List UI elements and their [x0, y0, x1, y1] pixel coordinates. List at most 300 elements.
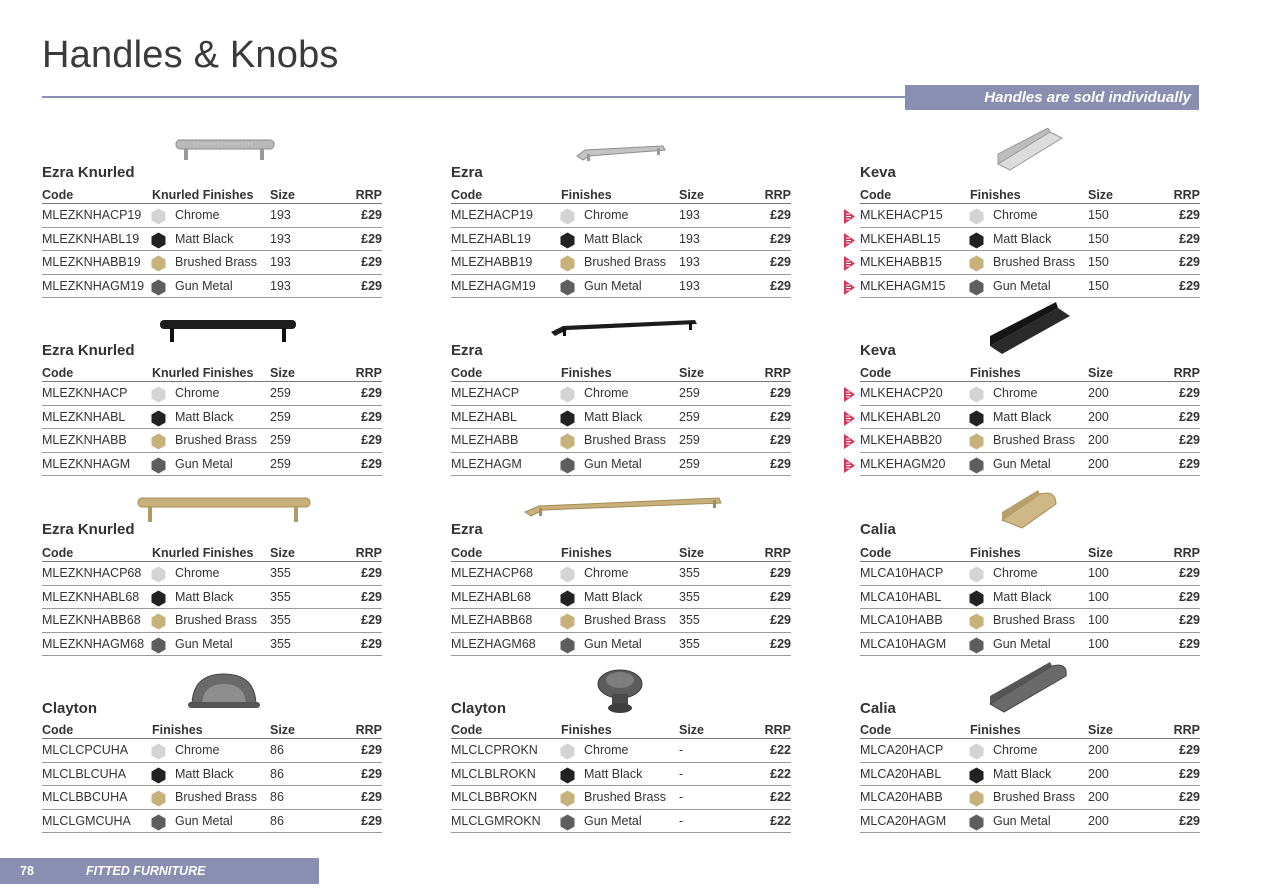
size-value: 355	[270, 589, 291, 604]
finishes-header: Knurled Finishes	[152, 188, 254, 202]
code-header: Code	[451, 188, 483, 202]
table-row	[42, 406, 382, 430]
product-code: MLEZKNHACP68	[42, 566, 142, 580]
code-header: Code	[42, 366, 74, 380]
rrp-value: £29	[361, 255, 382, 269]
rrp-value: £29	[361, 613, 382, 627]
table-row	[42, 739, 382, 763]
ezra-knurled-355-handle-image	[136, 494, 312, 524]
finish-swatch-icon	[968, 637, 985, 654]
table-row	[42, 810, 382, 834]
table-row	[451, 251, 791, 275]
product-code: MLKEHACP20	[860, 386, 943, 400]
table-row	[451, 275, 791, 299]
finish-swatch-icon	[968, 255, 985, 272]
size-value: 355	[270, 613, 291, 627]
product-code: MLEZKNHAGM68	[42, 636, 145, 651]
price-table	[42, 364, 382, 476]
finish-name: Gun Metal	[584, 456, 642, 471]
finish-name: Matt Black	[175, 589, 234, 604]
rrp-header: RRP	[355, 188, 382, 202]
finish-name: Matt Black	[175, 231, 234, 246]
product-code: MLCA20HABL	[860, 766, 942, 781]
product-code: MLEZHABL	[451, 409, 517, 424]
rrp-value: £29	[361, 409, 382, 424]
size-value: 259	[679, 456, 700, 471]
finish-name: Matt Black	[584, 409, 643, 424]
product-code: MLKEHABB20	[860, 433, 942, 447]
rrp-value: £22	[770, 743, 791, 757]
finish-name: Chrome	[993, 208, 1038, 222]
finish-name: Gun Metal	[584, 278, 642, 293]
rrp-header: RRP	[764, 188, 791, 202]
size-value: 100	[1088, 636, 1109, 651]
table-row	[860, 204, 1200, 228]
price-table	[42, 721, 382, 833]
product-code: MLEZKNHACP19	[42, 208, 142, 222]
size-value: 193	[679, 278, 700, 293]
finishes-header: Finishes	[970, 366, 1021, 380]
table-row	[860, 453, 1200, 477]
code-header: Code	[451, 723, 483, 737]
product-name: Ezra Knurled	[42, 164, 135, 181]
product-code: MLKEHABB15	[860, 255, 942, 269]
finish-name: Chrome	[175, 386, 220, 400]
new-product-marker-icon	[843, 433, 856, 450]
table-row	[451, 633, 791, 657]
table-row	[42, 429, 382, 453]
clayton-round-knob-image	[595, 666, 645, 714]
code-header: Code	[42, 723, 74, 737]
ezra-knurled-193-handle-image	[174, 136, 276, 162]
table-row	[451, 429, 791, 453]
finish-swatch-icon	[150, 457, 167, 474]
product-code: MLCA10HABL	[860, 589, 942, 604]
product-code: MLKEHAGM15	[860, 278, 946, 293]
table-row	[860, 251, 1200, 275]
rrp-value: £29	[1179, 231, 1200, 246]
ezra-259-handle-image	[549, 316, 699, 340]
rrp-value: £29	[1179, 433, 1200, 447]
finish-name: Matt Black	[584, 231, 643, 246]
finish-name: Chrome	[584, 208, 629, 222]
rrp-value: £29	[770, 409, 791, 424]
finish-name: Gun Metal	[584, 813, 642, 828]
finishes-header: Finishes	[561, 366, 612, 380]
finish-swatch-icon	[150, 814, 167, 831]
table-row	[860, 633, 1200, 657]
rrp-value: £29	[361, 433, 382, 447]
rrp-value: £29	[361, 566, 382, 580]
table-row	[860, 810, 1200, 834]
finish-swatch-icon	[559, 613, 576, 630]
price-table	[451, 721, 791, 833]
size-value: 100	[1088, 589, 1109, 604]
finish-swatch-icon	[559, 208, 576, 225]
product-code: MLCA10HACP	[860, 566, 944, 580]
finish-swatch-icon	[150, 208, 167, 225]
table-row	[42, 562, 382, 586]
rrp-value: £29	[1179, 409, 1200, 424]
size-value: 200	[1088, 743, 1109, 757]
finish-name: Matt Black	[584, 589, 643, 604]
finish-name: Matt Black	[584, 766, 643, 781]
size-value: 150	[1088, 208, 1109, 222]
rrp-value: £29	[1179, 456, 1200, 471]
code-header: Code	[860, 366, 892, 380]
product-code: MLEZHABL19	[451, 231, 531, 246]
table-row	[451, 382, 791, 406]
finish-swatch-icon	[559, 767, 576, 784]
size-value: -	[679, 766, 684, 781]
product-code: MLCA10HAGM	[860, 636, 947, 651]
size-header: Size	[270, 188, 296, 202]
product-name: Ezra Knurled	[42, 342, 135, 359]
table-header	[860, 186, 1200, 204]
size-value: 100	[1088, 566, 1109, 580]
table-row	[451, 453, 791, 477]
finish-swatch-icon	[559, 743, 576, 760]
finish-name: Brushed Brass	[175, 790, 257, 804]
table-row	[451, 739, 791, 763]
table-row	[42, 609, 382, 633]
finish-swatch-icon	[150, 433, 167, 450]
ezra-355-handle-image	[523, 494, 723, 520]
price-table	[860, 364, 1200, 476]
size-value: 200	[1088, 433, 1109, 447]
rrp-value: £29	[770, 566, 791, 580]
product-name: Keva	[860, 342, 896, 359]
finish-name: Gun Metal	[175, 278, 233, 293]
size-value: 100	[1088, 613, 1109, 627]
rrp-value: £29	[1179, 743, 1200, 757]
table-header	[42, 721, 382, 739]
size-value: -	[679, 813, 684, 828]
finish-swatch-icon	[150, 790, 167, 807]
finish-swatch-icon	[559, 457, 576, 474]
product-name: Clayton	[42, 700, 98, 717]
rrp-value: £29	[361, 278, 382, 293]
ezra-knurled-259-handle-image	[158, 316, 298, 344]
finish-name: Chrome	[993, 566, 1038, 580]
size-value: 150	[1088, 255, 1109, 269]
table-row	[42, 453, 382, 477]
new-product-marker-icon	[843, 232, 856, 249]
finish-name: Chrome	[584, 566, 629, 580]
size-value: 200	[1088, 386, 1109, 400]
size-value: 150	[1088, 278, 1109, 293]
finish-swatch-icon	[968, 590, 985, 607]
table-header	[860, 544, 1200, 562]
rrp-value: £29	[361, 386, 382, 400]
rrp-header: RRP	[764, 546, 791, 560]
rrp-value: £29	[1179, 790, 1200, 804]
finish-name: Matt Black	[175, 409, 234, 424]
rrp-header: RRP	[1173, 723, 1200, 737]
rrp-value: £29	[770, 433, 791, 447]
size-value: 193	[270, 255, 291, 269]
calia-100-handle-image	[1000, 490, 1060, 530]
finish-swatch-icon	[968, 457, 985, 474]
rrp-value: £29	[770, 636, 791, 651]
product-code: MLCLGMCUHA	[42, 813, 131, 828]
finish-name: Brushed Brass	[584, 255, 666, 269]
size-value: 200	[1088, 456, 1109, 471]
table-row	[451, 609, 791, 633]
finish-name: Matt Black	[993, 589, 1052, 604]
size-value: 355	[270, 636, 291, 651]
finishes-header: Finishes	[561, 723, 612, 737]
size-value: 193	[679, 231, 700, 246]
code-header: Code	[860, 188, 892, 202]
finish-name: Brushed Brass	[175, 433, 257, 447]
table-row	[451, 406, 791, 430]
finish-name: Chrome	[584, 743, 629, 757]
table-row	[860, 609, 1200, 633]
size-header: Size	[270, 723, 296, 737]
finish-swatch-icon	[150, 743, 167, 760]
product-name: Calia	[860, 700, 896, 717]
table-header	[860, 721, 1200, 739]
finish-name: Matt Black	[993, 409, 1052, 424]
finish-name: Gun Metal	[175, 636, 233, 651]
rrp-header: RRP	[355, 723, 382, 737]
finish-name: Gun Metal	[993, 813, 1051, 828]
finish-swatch-icon	[559, 279, 576, 296]
rrp-value: £29	[770, 278, 791, 293]
size-header: Size	[270, 366, 296, 380]
product-code: MLCLGMROKN	[451, 813, 541, 828]
table-row	[860, 429, 1200, 453]
table-row	[42, 382, 382, 406]
rrp-value: £29	[361, 766, 382, 781]
finish-name: Brushed Brass	[584, 433, 666, 447]
finishes-header: Finishes	[970, 723, 1021, 737]
code-header: Code	[451, 366, 483, 380]
finish-swatch-icon	[968, 767, 985, 784]
finish-name: Brushed Brass	[993, 613, 1075, 627]
finish-name: Chrome	[175, 743, 220, 757]
size-value: 86	[270, 743, 284, 757]
product-code: MLCA20HACP	[860, 743, 944, 757]
price-table	[42, 186, 382, 298]
size-value: -	[679, 790, 684, 804]
table-header	[42, 186, 382, 204]
size-value: 259	[679, 433, 700, 447]
table-row	[860, 275, 1200, 299]
finish-swatch-icon	[559, 386, 576, 403]
calia-200-handle-image	[986, 660, 1072, 714]
finish-swatch-icon	[559, 433, 576, 450]
finish-name: Matt Black	[993, 231, 1052, 246]
product-code: MLEZKNHABL68	[42, 589, 140, 604]
size-value: 259	[270, 433, 291, 447]
rrp-value: £29	[770, 589, 791, 604]
size-value: 86	[270, 813, 284, 828]
title-divider	[42, 96, 908, 98]
size-value: 355	[679, 566, 700, 580]
finish-swatch-icon	[150, 232, 167, 249]
product-name: Keva	[860, 164, 896, 181]
new-product-marker-icon	[843, 208, 856, 225]
table-header	[451, 186, 791, 204]
product-code: MLEZHAGM68	[451, 636, 536, 651]
rrp-header: RRP	[1173, 546, 1200, 560]
size-value: 259	[679, 386, 700, 400]
code-header: Code	[42, 546, 74, 560]
price-table	[860, 721, 1200, 833]
rrp-value: £29	[1179, 766, 1200, 781]
rrp-header: RRP	[355, 366, 382, 380]
finish-swatch-icon	[968, 566, 985, 583]
product-code: MLCLCPROKN	[451, 743, 538, 757]
product-code: MLCLBLROKN	[451, 766, 536, 781]
product-code: MLEZHACP19	[451, 208, 533, 222]
rrp-value: £29	[361, 743, 382, 757]
table-row	[42, 251, 382, 275]
size-value: -	[679, 743, 684, 757]
finish-name: Brushed Brass	[584, 790, 666, 804]
size-value: 355	[679, 589, 700, 604]
finishes-header: Finishes	[970, 188, 1021, 202]
finish-swatch-icon	[968, 208, 985, 225]
finish-name: Brushed Brass	[584, 613, 666, 627]
rrp-value: £22	[770, 790, 791, 804]
size-value: 86	[270, 766, 284, 781]
table-row	[42, 633, 382, 657]
size-value: 355	[679, 636, 700, 651]
finishes-header: Knurled Finishes	[152, 546, 254, 560]
rrp-header: RRP	[764, 723, 791, 737]
new-product-marker-icon	[843, 279, 856, 296]
finish-swatch-icon	[150, 613, 167, 630]
size-value: 150	[1088, 231, 1109, 246]
product-code: MLEZHAGM19	[451, 278, 536, 293]
section-name: FITTED FURNITURE	[86, 864, 206, 878]
finish-name: Brushed Brass	[993, 790, 1075, 804]
size-value: 193	[679, 208, 700, 222]
clayton-cup-handle-image	[186, 670, 262, 710]
finishes-header: Finishes	[561, 546, 612, 560]
finish-name: Brushed Brass	[175, 613, 257, 627]
rrp-value: £29	[770, 386, 791, 400]
rrp-value: £22	[770, 766, 791, 781]
rrp-value: £29	[361, 790, 382, 804]
finish-name: Brushed Brass	[993, 255, 1075, 269]
table-row	[451, 204, 791, 228]
new-product-marker-icon	[843, 410, 856, 427]
product-code: MLCA10HABB	[860, 613, 943, 627]
table-row	[42, 275, 382, 299]
product-code: MLCLBBROKN	[451, 790, 538, 804]
table-row	[860, 382, 1200, 406]
rrp-header: RRP	[1173, 366, 1200, 380]
finish-swatch-icon	[150, 637, 167, 654]
finish-name: Gun Metal	[584, 636, 642, 651]
finish-swatch-icon	[150, 410, 167, 427]
finish-name: Brushed Brass	[175, 255, 257, 269]
size-value: 200	[1088, 409, 1109, 424]
code-header: Code	[42, 188, 74, 202]
finishes-header: Knurled Finishes	[152, 366, 254, 380]
table-row	[451, 562, 791, 586]
table-row	[451, 763, 791, 787]
finish-swatch-icon	[150, 279, 167, 296]
price-table	[860, 544, 1200, 656]
finish-name: Chrome	[175, 208, 220, 222]
product-name: Ezra	[451, 342, 483, 359]
sold-individually-banner: Handles are sold individually	[905, 85, 1199, 110]
finish-swatch-icon	[559, 790, 576, 807]
page-number: 78	[20, 864, 34, 878]
price-table	[451, 186, 791, 298]
product-code: MLCLBLCUHA	[42, 766, 127, 781]
finish-name: Gun Metal	[175, 813, 233, 828]
finish-name: Gun Metal	[993, 456, 1051, 471]
product-code: MLEZHAGM	[451, 456, 522, 471]
price-table	[451, 364, 791, 476]
finish-swatch-icon	[150, 566, 167, 583]
table-row	[860, 562, 1200, 586]
table-row	[42, 586, 382, 610]
finish-swatch-icon	[968, 613, 985, 630]
finish-swatch-icon	[968, 386, 985, 403]
product-code: MLEZHABB	[451, 433, 519, 447]
product-name: Calia	[860, 521, 896, 538]
rrp-value: £29	[1179, 636, 1200, 651]
product-code: MLEZKNHAGM	[42, 456, 131, 471]
table-row	[42, 786, 382, 810]
rrp-value: £22	[770, 813, 791, 828]
table-header	[451, 364, 791, 382]
product-name: Ezra	[451, 164, 483, 181]
price-table	[860, 186, 1200, 298]
size-value: 200	[1088, 813, 1109, 828]
finish-swatch-icon	[968, 279, 985, 296]
product-code: MLCLCPCUHA	[42, 743, 129, 757]
new-product-marker-icon	[843, 255, 856, 272]
finish-swatch-icon	[150, 255, 167, 272]
code-header: Code	[860, 546, 892, 560]
product-code: MLEZKNHABL19	[42, 231, 140, 246]
size-value: 193	[270, 208, 291, 222]
product-name: Ezra Knurled	[42, 521, 135, 538]
size-header: Size	[1088, 723, 1114, 737]
ezra-193-handle-image	[575, 144, 667, 164]
table-row	[42, 763, 382, 787]
product-code: MLKEHACP15	[860, 208, 943, 222]
table-header	[451, 721, 791, 739]
product-code: MLKEHAGM20	[860, 456, 946, 471]
rrp-value: £29	[1179, 255, 1200, 269]
finish-swatch-icon	[559, 410, 576, 427]
finish-name: Matt Black	[993, 766, 1052, 781]
product-code: MLEZKNHAGM19	[42, 278, 145, 293]
code-header: Code	[860, 723, 892, 737]
size-value: 259	[270, 386, 291, 400]
table-header	[42, 364, 382, 382]
page-title: Handles & Knobs	[42, 34, 339, 76]
finishes-header: Finishes	[970, 546, 1021, 560]
product-code: MLEZKNHABB19	[42, 255, 141, 269]
size-header: Size	[679, 366, 705, 380]
finish-swatch-icon	[559, 814, 576, 831]
size-value: 355	[270, 566, 291, 580]
table-row	[451, 810, 791, 834]
price-table	[42, 544, 382, 656]
size-value: 355	[679, 613, 700, 627]
product-code: MLCLBBCUHA	[42, 790, 128, 804]
